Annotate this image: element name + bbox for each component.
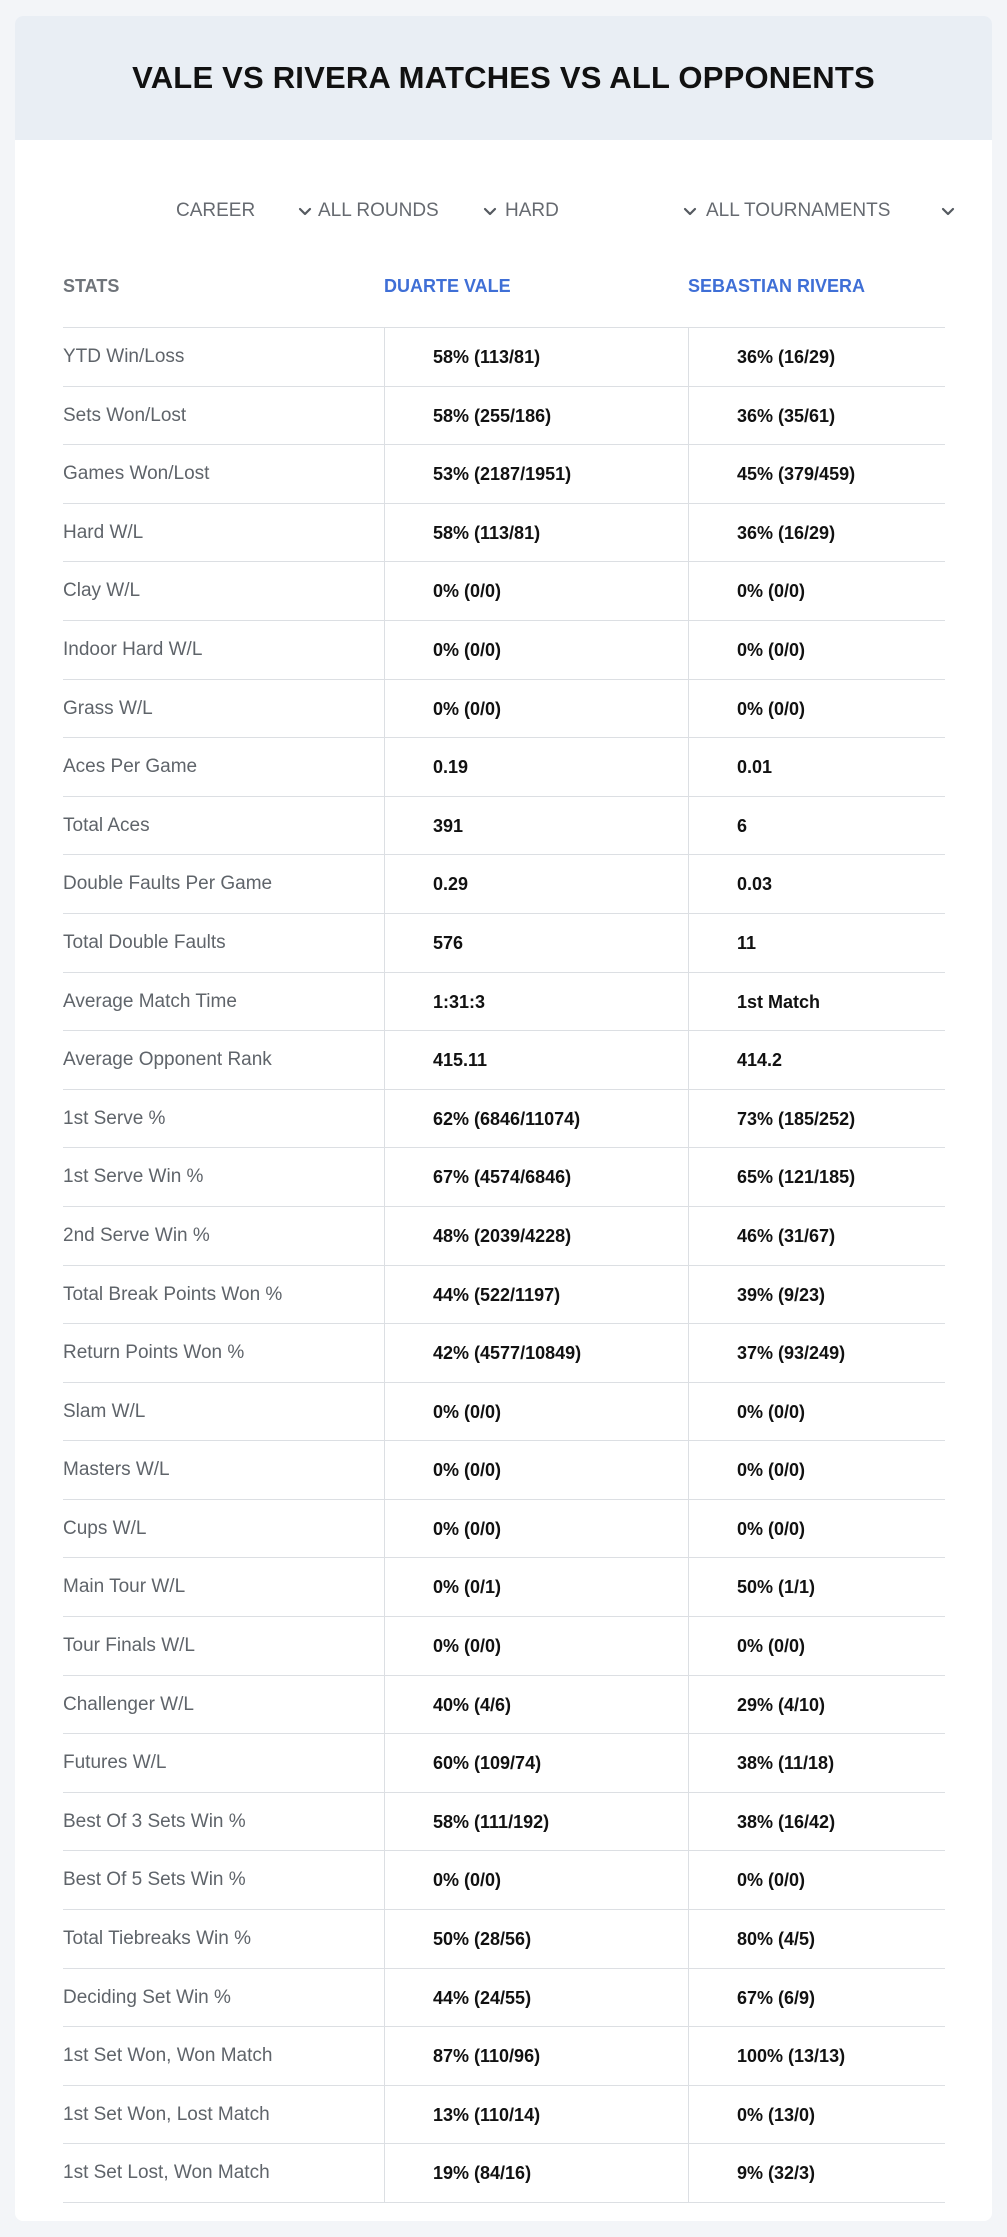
stat-label: YTD Win/Loss	[63, 346, 185, 367]
column-divider	[688, 1851, 689, 1909]
player2-value: 414.2	[737, 1050, 783, 1071]
chevron-down-icon	[482, 203, 498, 219]
stat-label: Challenger W/L	[63, 1693, 194, 1715]
table-row	[63, 621, 945, 680]
player2-value: 11	[737, 932, 757, 953]
player1-value: 58% (255/186)	[433, 405, 552, 426]
stat-label: Average Opponent Rank	[63, 1049, 272, 1071]
player2-value: 36% (16/29)	[737, 347, 836, 367]
player2-value: 45% (379/459)	[737, 464, 856, 485]
player1-value: 576	[433, 932, 464, 953]
column-divider	[688, 1324, 689, 1382]
stat-label: Deciding Set Win %	[63, 1986, 231, 2008]
stat-label: 1st Set Lost, Won Match	[63, 2162, 270, 2184]
stat-label: Aces Per Game	[63, 756, 198, 778]
player2-value: 39% (9/23)	[737, 1284, 826, 1305]
column-divider	[384, 1851, 385, 1909]
player1-value: 0.29	[433, 874, 469, 895]
table-row	[63, 1676, 945, 1735]
player2-value: 36% (35/61)	[737, 405, 836, 426]
stat-label: Sets Won/Lost	[63, 404, 187, 426]
player1-value: 44% (24/55)	[433, 1987, 532, 2008]
stat-label: Total Tiebreaks Win %	[63, 1928, 251, 1950]
player1-value: 19% (84/16)	[433, 2163, 532, 2184]
column-divider	[688, 387, 689, 445]
stat-label: Tour Finals W/L	[63, 1635, 195, 1657]
column-divider	[384, 1324, 385, 1382]
column-divider	[688, 1031, 689, 1089]
player2-value: 100% (13/13)	[737, 2046, 846, 2067]
column-divider	[384, 1031, 385, 1089]
column-divider	[688, 328, 689, 386]
column-divider	[384, 1793, 385, 1851]
player1-value: 0% (0/0)	[433, 698, 502, 719]
stat-label: 1st Set Won, Won Match	[63, 2045, 273, 2067]
player1-value: 58% (113/81)	[433, 522, 541, 543]
column-divider	[688, 2144, 689, 2202]
table-row	[63, 855, 945, 914]
table-row	[63, 2027, 945, 2086]
column-divider	[384, 973, 385, 1031]
table-row	[63, 1441, 945, 1500]
table-row	[63, 1500, 945, 1559]
table-body	[63, 328, 945, 2203]
column-divider	[688, 1148, 689, 1206]
stat-label: Total Double Faults	[63, 931, 226, 953]
stats-column-header: STATS	[63, 276, 120, 296]
player2-value: 65% (121/185)	[737, 1167, 856, 1188]
column-divider	[688, 504, 689, 562]
column-divider	[688, 855, 689, 913]
stat-label: Slam W/L	[63, 1400, 146, 1422]
column-divider	[688, 1910, 689, 1968]
column-divider	[688, 1090, 689, 1148]
column-divider	[688, 445, 689, 503]
column-divider	[384, 621, 385, 679]
stat-label: Games Won/Lost	[63, 463, 210, 485]
table-row	[63, 2144, 945, 2203]
player1-value: 60% (109/74)	[433, 1753, 542, 1774]
player1-value: 58% (113/81)	[433, 347, 541, 367]
column-divider	[688, 2027, 689, 2085]
column-divider	[384, 1734, 385, 1792]
player1-value: 48% (2039/4228)	[433, 1225, 572, 1246]
column-divider	[384, 328, 385, 386]
column-divider	[688, 1383, 689, 1441]
tournaments-select-value: ALL TOURNAMENTS	[706, 200, 891, 221]
table-row	[63, 1031, 945, 1090]
column-divider	[384, 738, 385, 796]
stat-label: Main Tour W/L	[63, 1576, 186, 1598]
player2-value: 6	[737, 815, 748, 836]
player2-value: 29% (4/10)	[737, 1694, 826, 1715]
table-row	[63, 1969, 945, 2028]
player2-value: 73% (185/252)	[737, 1108, 856, 1129]
player1-value: 44% (522/1197)	[433, 1284, 561, 1305]
table-row	[63, 1207, 945, 1266]
player1-value: 58% (111/192)	[433, 1811, 550, 1832]
column-divider	[384, 1207, 385, 1265]
rounds-select[interactable]	[318, 186, 498, 236]
table-row	[63, 1266, 945, 1325]
table-row	[63, 1558, 945, 1617]
column-divider	[384, 2027, 385, 2085]
table-row	[63, 445, 945, 504]
table-row	[63, 1734, 945, 1793]
player2-value: 50% (1/1)	[737, 1577, 816, 1598]
table-row	[63, 2086, 945, 2145]
page-header	[15, 16, 992, 140]
player1-value: 0% (0/0)	[433, 1870, 502, 1891]
player1-value: 62% (6846/11074)	[433, 1108, 581, 1129]
table-row	[63, 738, 945, 797]
column-divider	[384, 445, 385, 503]
table-row	[63, 328, 945, 387]
player1-value: 67% (4574/6846)	[433, 1167, 572, 1188]
column-divider	[384, 1441, 385, 1499]
table-row	[63, 914, 945, 973]
player2-value: 9% (32/3)	[737, 2163, 816, 2184]
table-row	[63, 1090, 945, 1149]
column-divider	[384, 855, 385, 913]
player2-value: 0.03	[737, 874, 773, 895]
player1-value: 0% (0/1)	[433, 1577, 502, 1598]
table-row	[63, 680, 945, 739]
column-divider	[688, 1734, 689, 1792]
column-divider	[688, 1500, 689, 1558]
column-divider	[688, 973, 689, 1031]
column-divider	[688, 680, 689, 738]
player1-value: 13% (110/14)	[433, 2104, 541, 2125]
column-divider	[384, 387, 385, 445]
column-divider	[688, 1207, 689, 1265]
player1-value: 40% (4/6)	[433, 1694, 512, 1715]
stat-label: Grass W/L	[63, 697, 153, 719]
column-divider	[688, 1441, 689, 1499]
column-divider	[384, 1383, 385, 1441]
player2-column-header[interactable]: SEBASTIAN RIVERA	[688, 276, 866, 296]
player2-value: 38% (16/42)	[737, 1811, 836, 1832]
column-divider	[384, 562, 385, 620]
column-divider	[384, 2086, 385, 2144]
player2-value: 80% (4/5)	[737, 1929, 816, 1950]
stat-label: Clay W/L	[63, 580, 141, 602]
player1-value: 0% (0/0)	[433, 1401, 502, 1422]
period-select-value: CAREER	[176, 200, 256, 221]
player1-value: 391	[433, 815, 464, 836]
stat-label: Total Aces	[63, 814, 150, 836]
column-divider	[688, 1617, 689, 1675]
stat-label: Best Of 5 Sets Win %	[63, 1869, 246, 1891]
table-row	[63, 1910, 945, 1969]
table-row	[63, 387, 945, 446]
filter-bar	[15, 186, 992, 236]
column-divider	[688, 1793, 689, 1851]
stat-label: 2nd Serve Win %	[63, 1224, 210, 1246]
column-divider	[384, 1676, 385, 1734]
period-select[interactable]	[176, 186, 313, 236]
column-divider	[384, 1266, 385, 1324]
stat-label: Cups W/L	[63, 1517, 147, 1539]
table-row	[63, 562, 945, 621]
player1-value: 0% (0/0)	[433, 1636, 502, 1657]
column-divider	[688, 1558, 689, 1616]
stat-label: Average Match Time	[63, 990, 237, 1012]
player2-value: 0% (0/0)	[737, 639, 806, 660]
player1-value: 50% (28/56)	[433, 1929, 532, 1950]
stat-label: Indoor Hard W/L	[63, 638, 203, 660]
column-divider	[384, 504, 385, 562]
player1-value: 0% (0/0)	[433, 581, 502, 602]
column-divider	[688, 797, 689, 855]
tournaments-select[interactable]	[706, 186, 956, 236]
surface-select[interactable]	[505, 186, 698, 236]
player2-value: 0% (0/0)	[737, 698, 806, 719]
column-divider	[688, 1969, 689, 2027]
column-divider	[384, 2144, 385, 2202]
stat-label: Best Of 3 Sets Win %	[63, 1810, 246, 1832]
table-row	[63, 1851, 945, 1910]
stat-label: Return Points Won %	[63, 1342, 245, 1364]
player2-value: 0% (0/0)	[737, 1460, 806, 1481]
column-divider	[688, 621, 689, 679]
player2-value: 38% (11/18)	[737, 1753, 835, 1774]
player2-value: 0% (13/0)	[737, 2104, 816, 2125]
column-divider	[384, 1617, 385, 1675]
player2-value: 0% (0/0)	[737, 1401, 806, 1422]
table-row	[63, 1148, 945, 1207]
surface-select-value: HARD	[505, 200, 559, 221]
stats-card	[15, 16, 992, 2221]
rounds-select-value: ALL ROUNDS	[318, 200, 439, 221]
player2-value: 37% (93/249)	[737, 1343, 846, 1364]
player1-value: 53% (2187/1951)	[433, 464, 572, 485]
column-divider	[688, 2086, 689, 2144]
column-divider	[384, 914, 385, 972]
player1-value: 1:31:3	[433, 991, 486, 1012]
column-divider	[384, 1090, 385, 1148]
column-divider	[384, 1969, 385, 2027]
stat-label: Double Faults Per Game	[63, 873, 273, 895]
table-row	[63, 1383, 945, 1442]
column-divider	[384, 1500, 385, 1558]
table-header	[63, 248, 945, 328]
player1-value: 0% (0/0)	[433, 639, 502, 660]
stat-label: Futures W/L	[63, 1752, 167, 1774]
player1-value: 0% (0/0)	[433, 1460, 502, 1481]
table-row	[63, 797, 945, 856]
table-row	[63, 1793, 945, 1852]
player2-value: 0.01	[737, 757, 773, 778]
player1-value: 0.19	[433, 757, 469, 778]
stat-label: Masters W/L	[63, 1459, 170, 1481]
player1-value: 87% (110/96)	[433, 2046, 541, 2067]
page-title: VALE VS RIVERA MATCHES VS ALL OPPONENTS	[132, 60, 875, 95]
stat-label: Hard W/L	[63, 521, 144, 543]
player1-value: 0% (0/0)	[433, 1518, 502, 1539]
column-divider	[384, 1910, 385, 1968]
player1-value: 42% (4577/10849)	[433, 1343, 582, 1364]
player2-value: 0% (0/0)	[737, 1870, 806, 1891]
chevron-down-icon	[682, 203, 698, 219]
stat-label: 1st Serve Win %	[63, 1166, 204, 1188]
table-row	[63, 973, 945, 1032]
table-row	[63, 1617, 945, 1676]
player2-value: 0% (0/0)	[737, 581, 806, 602]
column-divider	[384, 797, 385, 855]
player2-value: 1st Match	[737, 991, 821, 1012]
stat-label: 1st Set Won, Lost Match	[63, 2103, 270, 2125]
player1-column-header[interactable]: DUARTE VALE	[384, 276, 511, 296]
table-row	[63, 504, 945, 563]
player2-value: 0% (0/0)	[737, 1636, 806, 1657]
column-divider	[688, 914, 689, 972]
stats-table	[63, 248, 945, 2203]
player2-value: 46% (31/67)	[737, 1225, 836, 1246]
player2-value: 36% (16/29)	[737, 522, 836, 543]
column-divider	[688, 562, 689, 620]
column-divider	[688, 738, 689, 796]
stat-label: 1st Serve %	[63, 1107, 166, 1129]
player1-value: 415.11	[433, 1050, 488, 1071]
column-divider	[384, 1148, 385, 1206]
player2-value: 0% (0/0)	[737, 1518, 806, 1539]
stat-label: Total Break Points Won %	[63, 1283, 283, 1305]
player2-value: 67% (6/9)	[737, 1987, 816, 2008]
table-row	[63, 1324, 945, 1383]
column-divider	[384, 680, 385, 738]
chevron-down-icon	[940, 203, 956, 219]
chevron-down-icon	[297, 203, 313, 219]
column-divider	[384, 1558, 385, 1616]
column-divider	[688, 1676, 689, 1734]
column-divider	[688, 1266, 689, 1324]
